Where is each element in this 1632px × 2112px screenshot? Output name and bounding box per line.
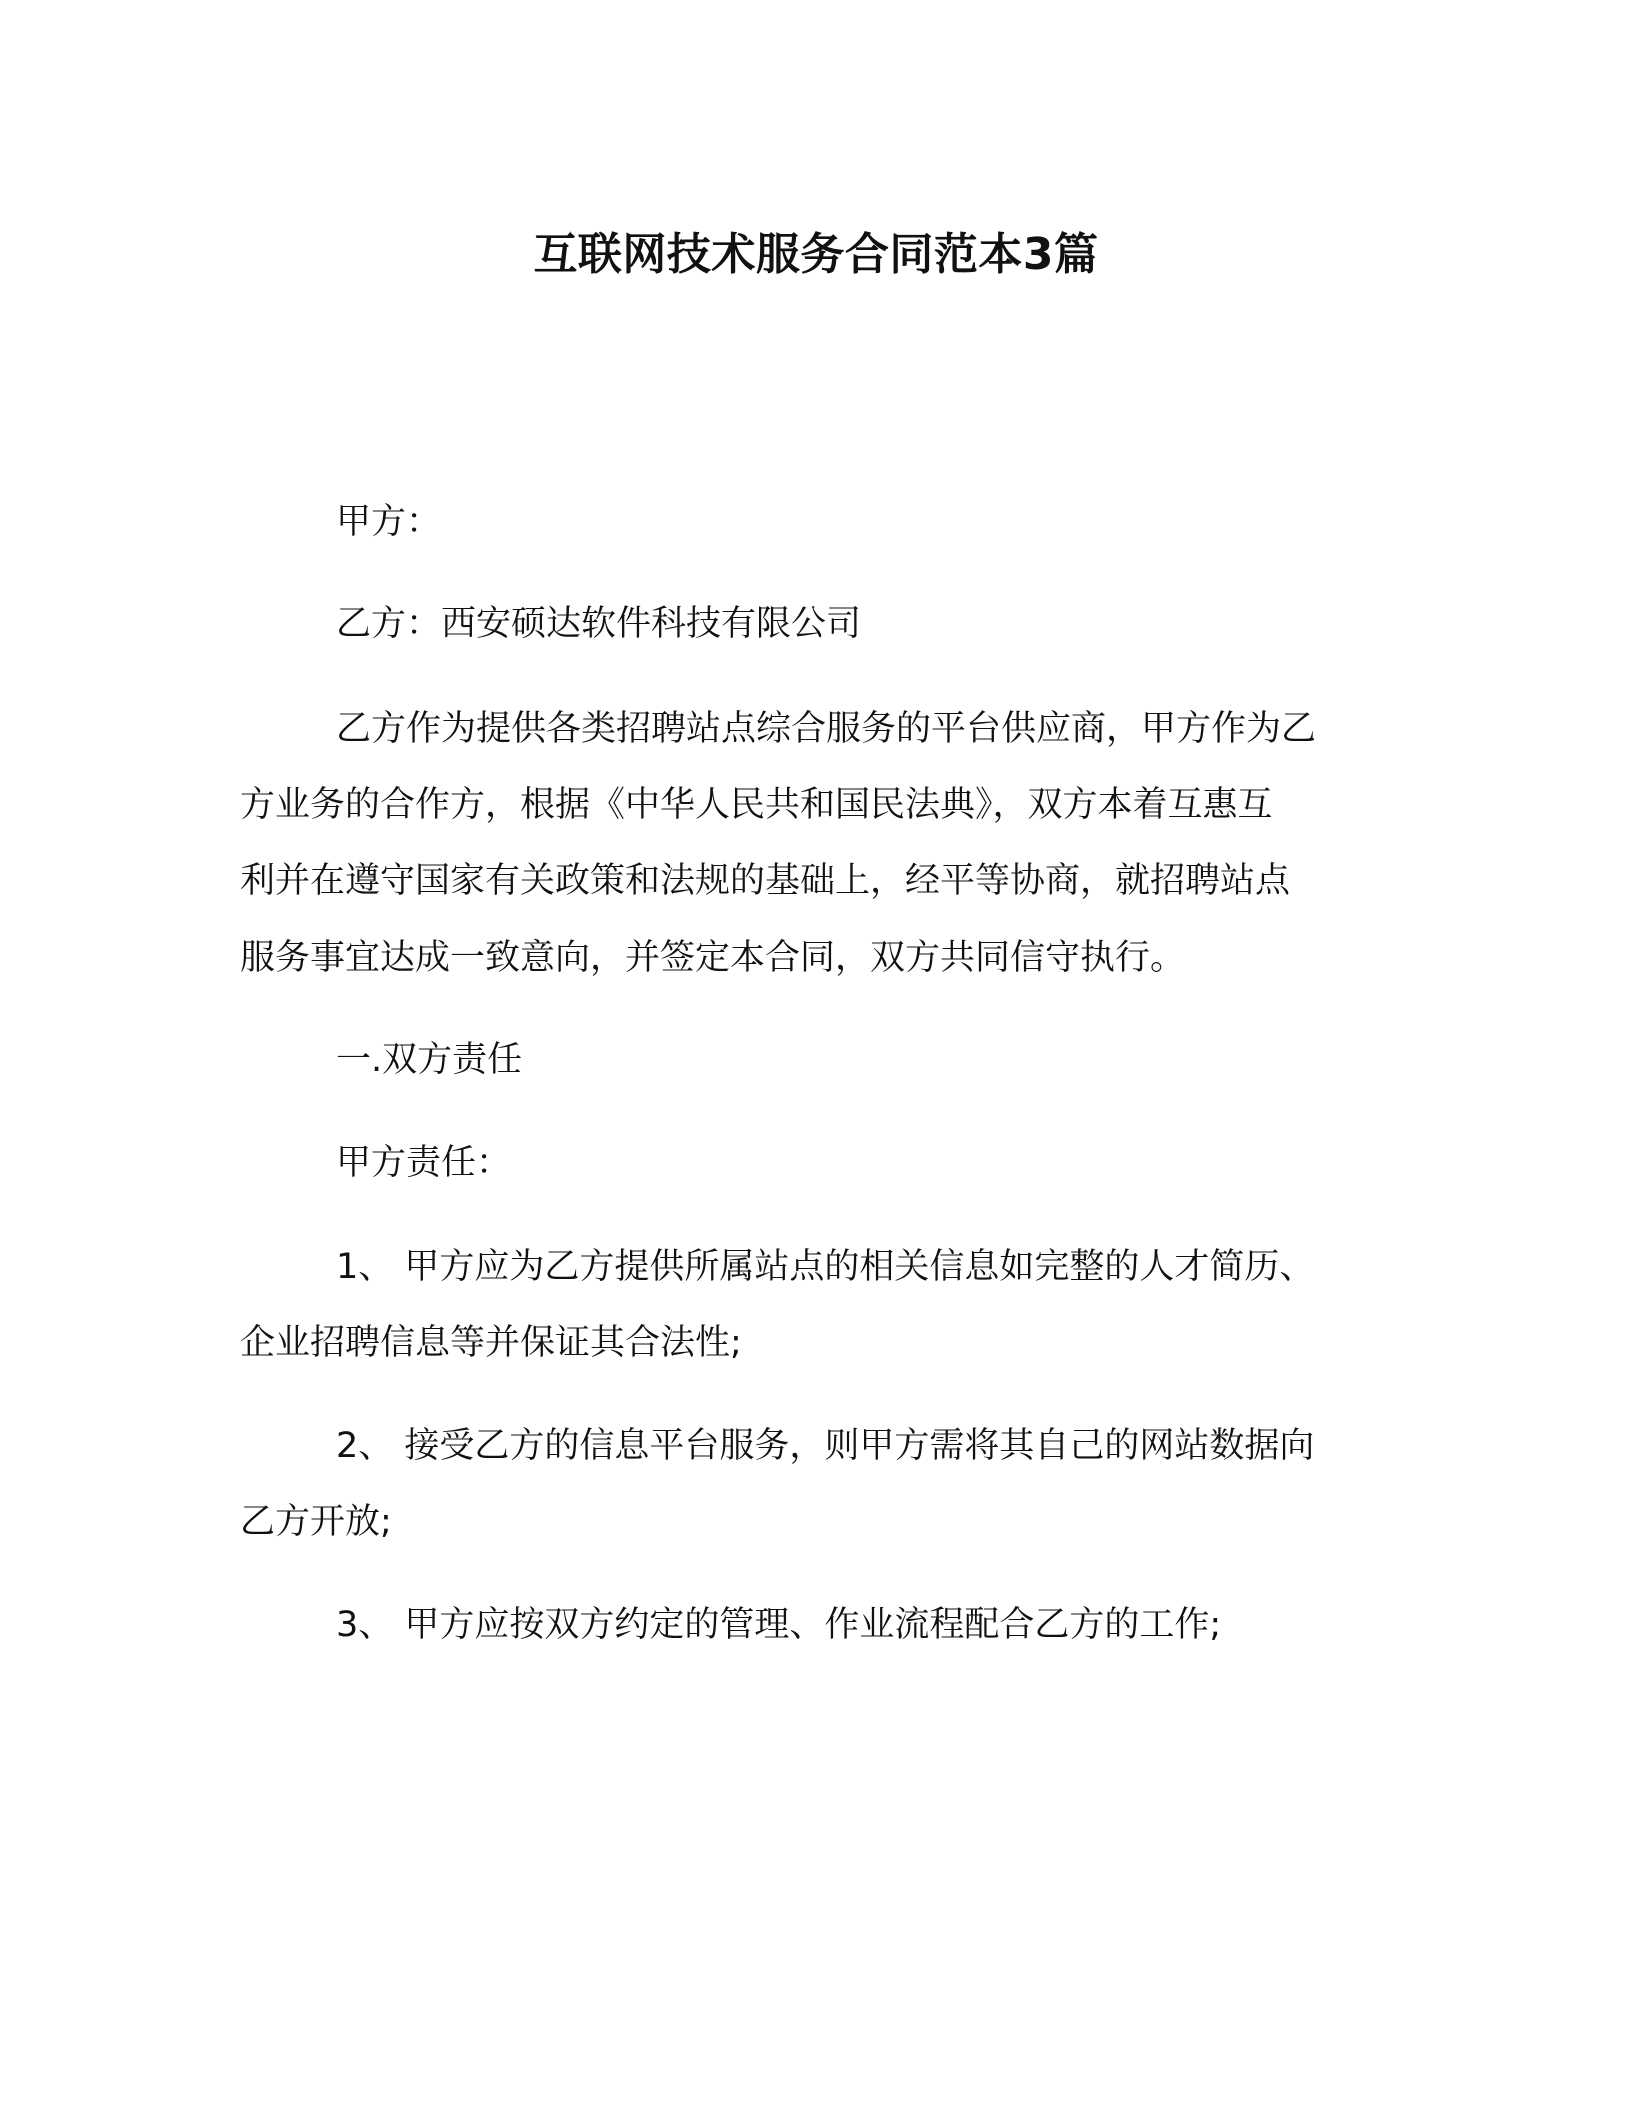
duty-item-1-line-1: 1、 甲方应为乙方提供所属站点的相关信息如完整的人才简历、 [336, 1247, 1315, 1287]
section-heading: 一.双方责任 [336, 1040, 523, 1080]
duty-item-2-line-2: 乙方开放; [240, 1502, 392, 1542]
duty-item-2-line-1: 2、 接受乙方的信息平台服务，则甲方需将其自己的网站数据向 [336, 1426, 1315, 1466]
intro-line-3: 利并在遵守国家有关政策和法规的基础上，经平等协商，就招聘站点 [240, 861, 1291, 901]
intro-line-4: 服务事宜达成一致意向，并签定本合同，双方共同信守执行。 [240, 938, 1186, 978]
intro-line-2: 方业务的合作方，根据《中华人民共和国民法典》，双方本着互惠互 [240, 785, 1273, 825]
party-a-label: 甲方： [336, 502, 442, 542]
party-b-label: 乙方：西安硕达软件科技有限公司 [336, 604, 862, 644]
party-a-duties-heading: 甲方责任： [336, 1143, 512, 1183]
intro-line-1: 乙方作为提供各类招聘站点综合服务的平台供应商，甲方作为乙 [336, 709, 1317, 749]
duty-item-3-line-1: 3、 甲方应按双方约定的管理、作业流程配合乙方的工作; [336, 1605, 1222, 1645]
document-title: 互联网技术服务合同范本3篇 [533, 229, 1099, 280]
duty-item-1-line-2: 企业招聘信息等并保证其合法性; [240, 1323, 742, 1363]
